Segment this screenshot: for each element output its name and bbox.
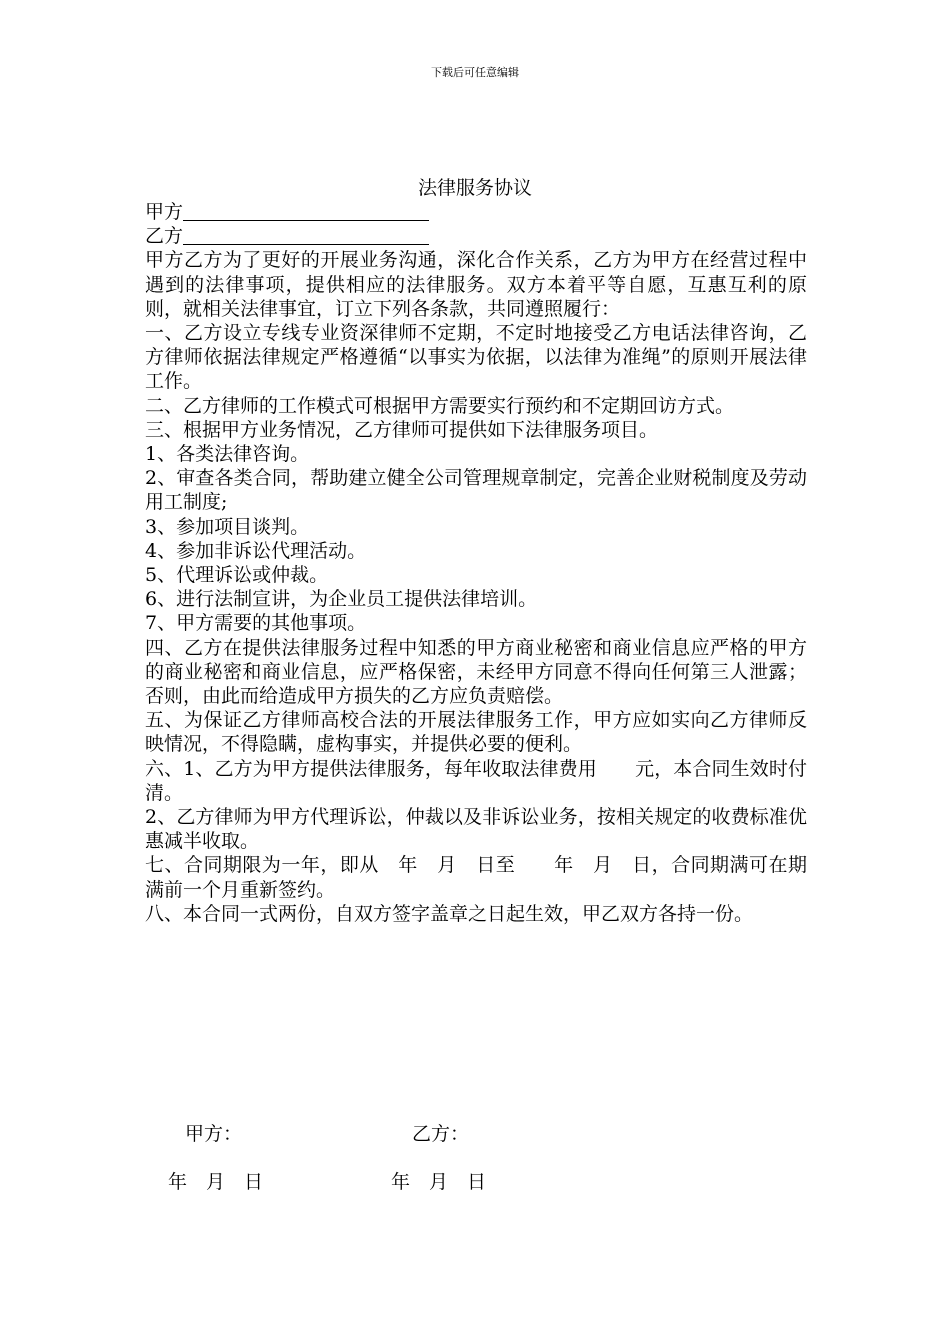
party-b-blank bbox=[183, 226, 429, 245]
service-item-2: 2、审查各类合同，帮助建立健全公司管理规章制定，完善企业财税制度及劳动用工制度; bbox=[145, 467, 807, 514]
service-item-5: 5、代理诉讼或仲裁。 bbox=[145, 564, 329, 587]
header-note: 下载后可任意编辑 bbox=[431, 66, 519, 79]
service-item-1: 1、各类法律咨询。 bbox=[145, 443, 310, 466]
clause-7: 七、合同期限为一年，即从 年 月 日至 年 月 日，合同期满可在期满前一个月重新签约。 bbox=[145, 854, 807, 901]
clause-3: 三、根据甲方业务情况，乙方律师可提供如下法律服务项目。 bbox=[145, 418, 659, 441]
clause-4: 四、乙方在提供法律服务过程中知悉的甲方商业秘密和商业信息应严格的甲方的商业秘密和商业信息，应严格保密，未经甲方同意不得向任何第三人泄露；否则，由此而给造成甲方损失的乙方应负责赔偿。 bbox=[145, 636, 807, 708]
service-item-4: 4、参加非诉讼代理活动。 bbox=[145, 539, 367, 562]
document-body bbox=[145, 200, 807, 926]
party-b-line bbox=[145, 224, 807, 248]
party-a-line bbox=[145, 200, 807, 224]
clause-8: 八、本合同一式两份，自双方签字盖章之日起生效，甲乙双方各持一份。 bbox=[145, 902, 754, 925]
signature-party-a: 甲方： bbox=[185, 1123, 243, 1145]
signature-party-b: 乙方： bbox=[412, 1123, 470, 1145]
service-item-7: 7、甲方需要的其他事项。 bbox=[145, 612, 367, 635]
document-title: 法律服务协议 bbox=[417, 177, 532, 199]
clause-1: 一、乙方设立专线专业资深律师不定期，不定时地接受乙方电话法律咨询，乙方律师依据法律规定严格遵循“以事实为依据，以法律为准绳”的原则开展法律工作。 bbox=[145, 322, 807, 393]
signature-date-a: 年 月 日 bbox=[168, 1171, 264, 1193]
service-item-6: 6、进行法制宣讲，为企业员工提供法律培训。 bbox=[145, 588, 538, 611]
intro-paragraph: 甲方乙方为了更好的开展业务沟通，深化合作关系，乙方为甲方在经营过程中遇到的法律事项，提供相应的法律服务。双方本着平等自愿，互惠互利的原则，就相关法律事宜，订立下列各条款，共同遵照履行： bbox=[145, 249, 807, 320]
party-a-label: 甲方 bbox=[145, 201, 184, 223]
clause-2: 二、乙方律师的工作模式可根据甲方需要实行预约和不定期回访方式。 bbox=[145, 394, 735, 417]
clause-5: 五、为保证乙方律师高校合法的开展法律服务工作，甲方应如实向乙方律师反映情况，不得隐瞒，虚构事实，并提供必要的便利。 bbox=[145, 709, 807, 756]
clause-6-item-2: 2、乙方律师为甲方代理诉讼，仲裁以及非诉讼业务，按相关规定的收费标准优惠减半收取。 bbox=[145, 806, 807, 853]
service-item-3: 3、参加项目谈判。 bbox=[145, 515, 310, 538]
party-a-blank bbox=[183, 202, 429, 221]
signature-date-b: 年 月 日 bbox=[391, 1171, 487, 1193]
clause-6-item-1: 六、1、乙方为甲方提供法律服务，每年收取法律费用 元，本合同生效时付清。 bbox=[145, 757, 807, 804]
party-b-label: 乙方 bbox=[145, 225, 184, 248]
